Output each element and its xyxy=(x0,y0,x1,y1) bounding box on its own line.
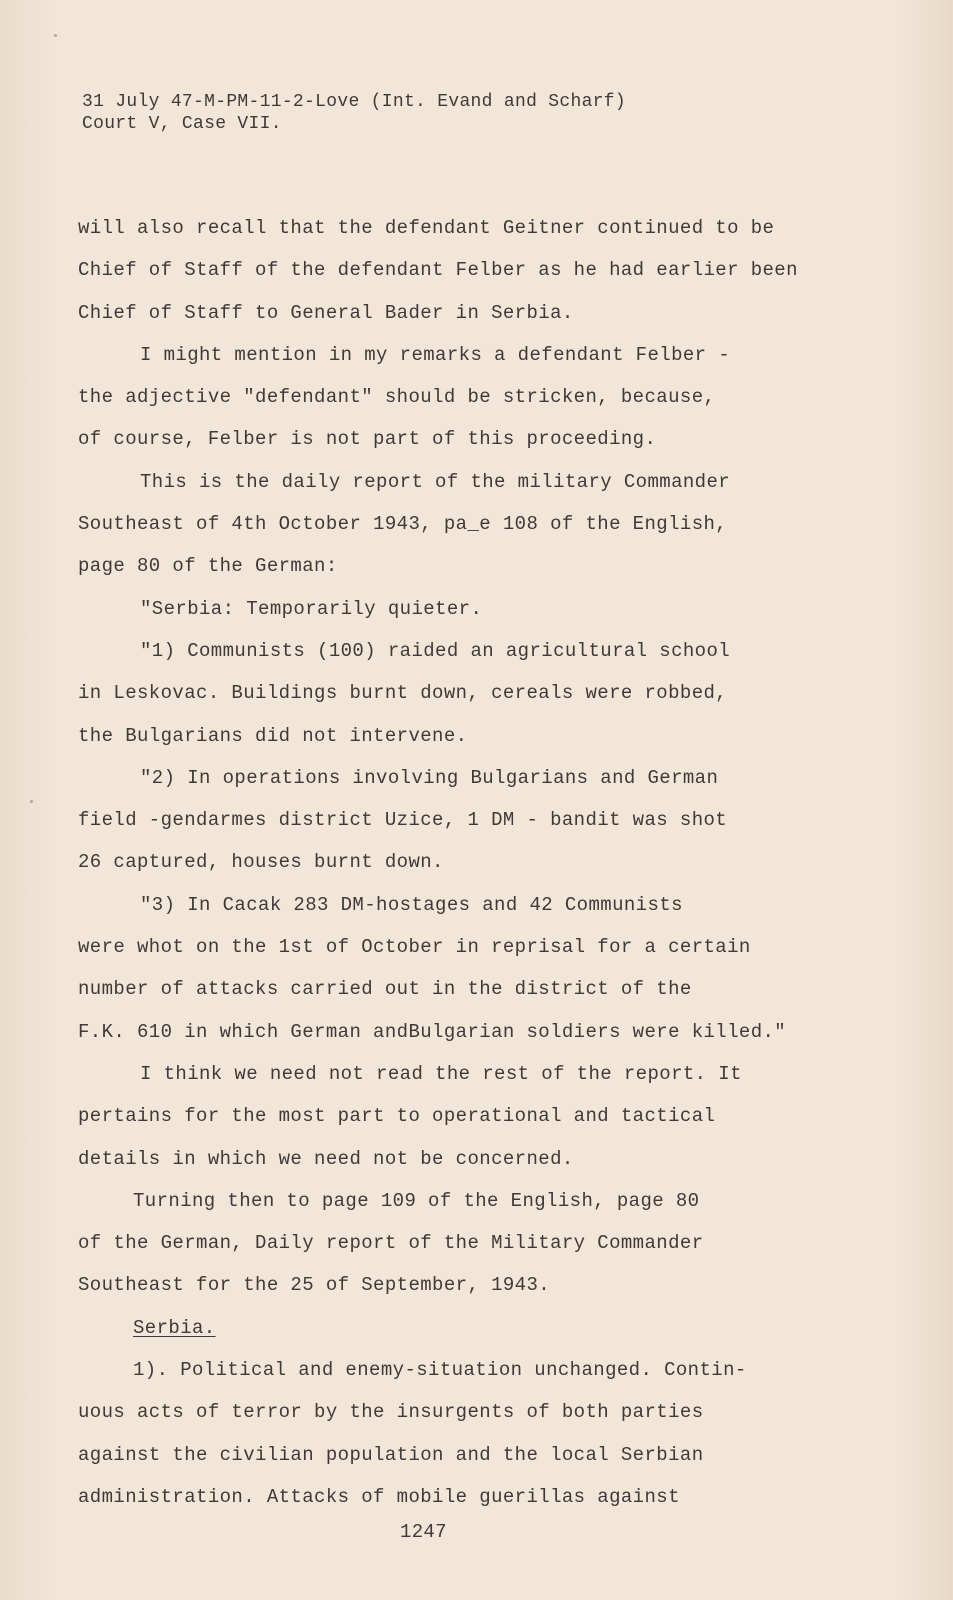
body-line: "1) Communists (100) raided an agricultural school xyxy=(140,639,731,662)
body-line: of the German, Daily report of the Military Commander xyxy=(78,1232,704,1255)
body-line: Southeast for the 25 of September, 1943. xyxy=(78,1274,551,1297)
page-number: 1247 xyxy=(400,1521,447,1543)
body-line: "2) In operations involving Bulgarians and German xyxy=(140,766,719,789)
body-line: Chief of Staff to General Bader in Serbia. xyxy=(78,301,574,324)
body-line: 1). Political and enemy-situation unchanged. Contin- xyxy=(133,1359,747,1382)
section-heading xyxy=(78,1316,918,1358)
body-line: pertains for the most part to operational and tactical xyxy=(78,1105,716,1128)
body-line: administration. Attacks of mobile guerillas against xyxy=(78,1485,680,1508)
body-line: the adjective "defendant" should be stricken, because, xyxy=(78,386,716,409)
body-line: Chief of Staff of the defendant Felber as he had earlier been xyxy=(78,259,798,282)
body-line: F.K. 610 in which German andBulgarian soldiers were killed." xyxy=(78,1020,787,1043)
body-line: will also recall that the defendant Geitner continued to be xyxy=(78,217,775,239)
body-line: This is the daily report of the military Commander xyxy=(140,470,731,493)
transcript-body xyxy=(78,216,918,1527)
body-line: were whot on the 1st of October in reprisal for a certain xyxy=(78,936,751,959)
body-line: "Serbia: Temporarily quieter. xyxy=(140,597,483,620)
body-line: uous acts of terror by the insurgents of both parties xyxy=(78,1401,704,1424)
body-line: number of attacks carried out in the district of the xyxy=(78,978,692,1001)
body-line: field -gendarmes district Uzice, 1 DM - bandit was shot xyxy=(78,809,728,832)
paper-speck xyxy=(30,800,33,803)
body-line: "3) In Cacak 283 DM-hostages and 42 Communists xyxy=(140,893,683,916)
body-line: of course, Felber is not part of this proceeding. xyxy=(78,428,657,451)
body-line: in Leskovac. Buildings burnt down, cereals were robbed, xyxy=(78,682,728,705)
header-line-2: Court V, Case VII. xyxy=(82,114,282,134)
body-line: the Bulgarians did not intervene. xyxy=(78,724,468,747)
body-line: I think we need not read the rest of the report. It xyxy=(140,1062,742,1085)
body-line: Southeast of 4th October 1943, pa_e 108 of the English, xyxy=(78,513,728,536)
paper-speck xyxy=(54,34,57,37)
header-line-1: 31 July 47-M-PM-11-2-Love (Int. Evand and Scharf) xyxy=(82,92,626,112)
document-header xyxy=(82,91,626,135)
body-line: Turning then to page 109 of the English, page 80 xyxy=(133,1189,700,1212)
body-line: I might mention in my remarks a defendant Felber - xyxy=(140,343,731,366)
body-line: details in which we need not be concerned. xyxy=(78,1147,574,1170)
body-line: 26 captured, houses burnt down. xyxy=(78,851,444,874)
body-line: against the civilian population and the local Serbian xyxy=(78,1443,704,1466)
section-heading-text: Serbia. xyxy=(133,1316,216,1339)
body-line: page 80 of the German: xyxy=(78,555,338,578)
